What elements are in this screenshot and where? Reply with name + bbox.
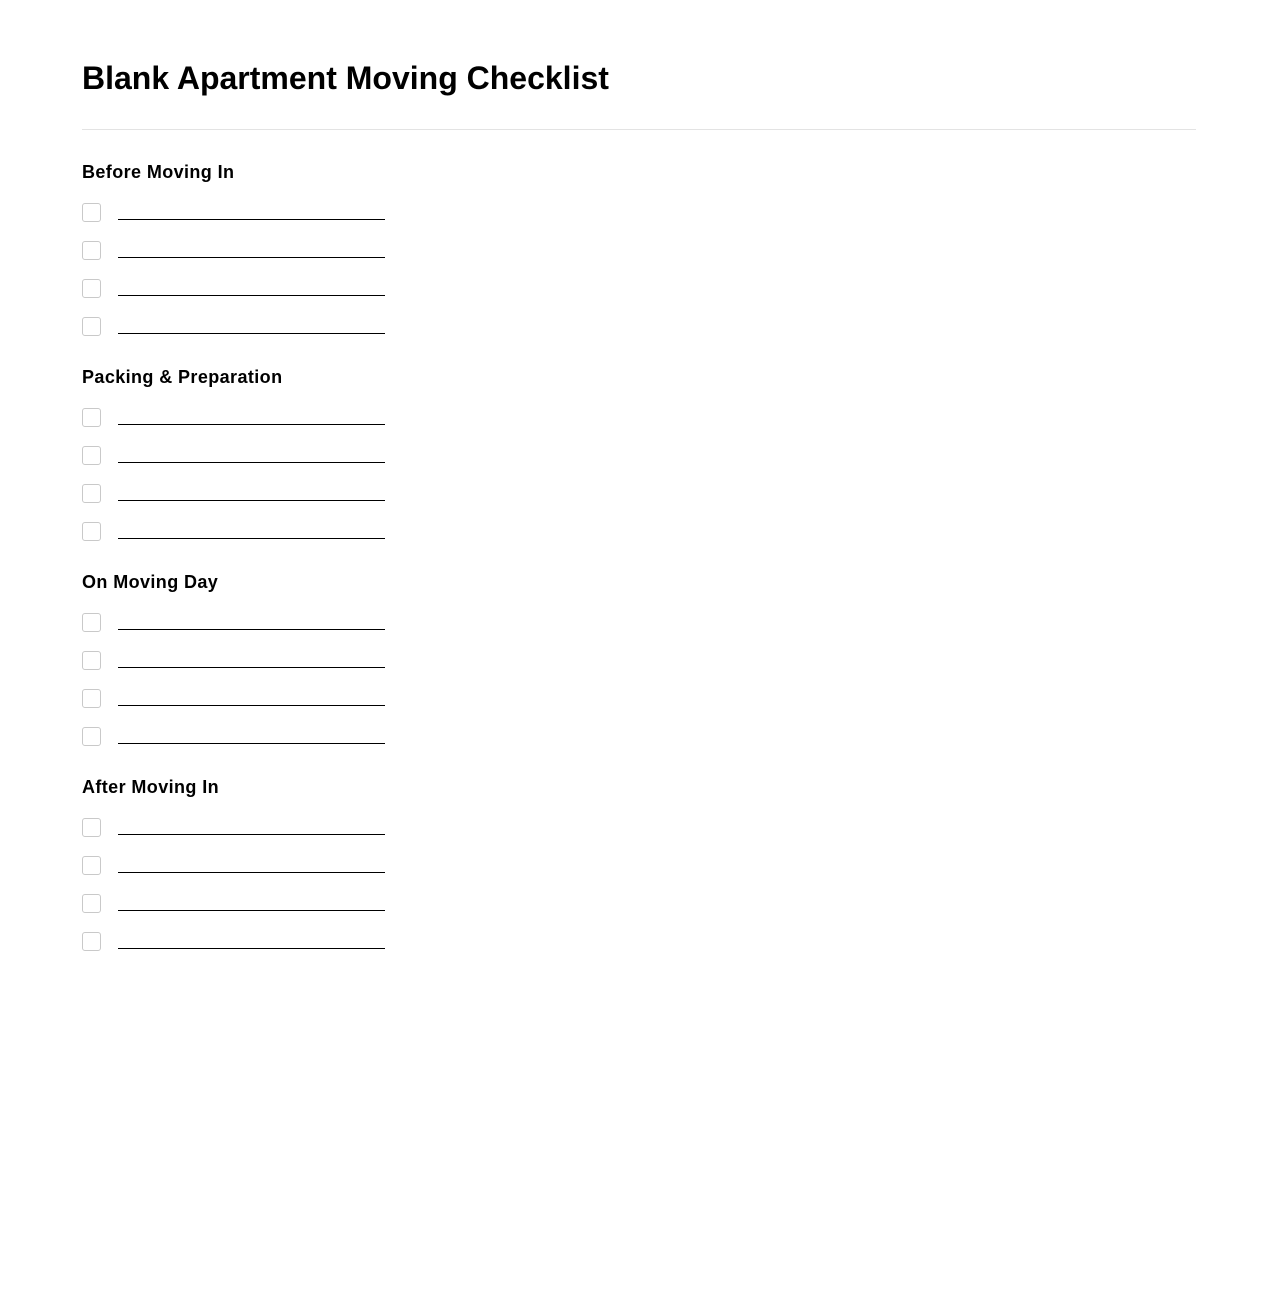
checkbox[interactable]: [82, 203, 101, 222]
checkbox[interactable]: [82, 484, 101, 503]
blank-line[interactable]: [118, 219, 385, 220]
blank-line[interactable]: [118, 538, 385, 539]
blank-line[interactable]: [118, 705, 385, 706]
checkbox[interactable]: [82, 932, 101, 951]
checklist-item: [82, 689, 482, 727]
section-on-moving-day: [82, 571, 482, 765]
checkbox[interactable]: [82, 317, 101, 336]
checklist-item: [82, 408, 482, 446]
checkbox[interactable]: [82, 408, 101, 427]
section-after-moving-in: [82, 776, 482, 970]
checklist-item: [82, 484, 482, 522]
checklist-item: [82, 317, 482, 355]
blank-line[interactable]: [118, 424, 385, 425]
blank-line[interactable]: [118, 872, 385, 873]
checklist-item: [82, 932, 482, 970]
checkbox[interactable]: [82, 689, 101, 708]
blank-line[interactable]: [118, 295, 385, 296]
checklist-item: [82, 651, 482, 689]
blank-line[interactable]: [118, 500, 385, 501]
section-packing-preparation: [82, 366, 482, 560]
section-before-moving-in: [82, 161, 482, 355]
checklist-item: [82, 856, 482, 894]
checkbox[interactable]: [82, 727, 101, 746]
checklist-item: [82, 727, 482, 765]
checkbox[interactable]: [82, 446, 101, 465]
checkbox[interactable]: [82, 279, 101, 298]
section-heading: On Moving Day: [82, 572, 219, 592]
checkbox[interactable]: [82, 651, 101, 670]
section-heading: After Moving In: [82, 777, 219, 797]
blank-line[interactable]: [118, 743, 385, 744]
blank-line[interactable]: [118, 667, 385, 668]
blank-line[interactable]: [118, 629, 385, 630]
section-heading: Packing & Preparation: [82, 367, 283, 387]
blank-line[interactable]: [118, 910, 385, 911]
title-divider: [82, 129, 1196, 130]
checklist-item: [82, 241, 482, 279]
blank-line[interactable]: [118, 462, 385, 463]
checkbox[interactable]: [82, 894, 101, 913]
checkbox[interactable]: [82, 613, 101, 632]
blank-line[interactable]: [118, 257, 385, 258]
page-title: Blank Apartment Moving Checklist: [82, 60, 609, 96]
checklist-item: [82, 203, 482, 241]
section-heading: Before Moving In: [82, 162, 235, 182]
checkbox[interactable]: [82, 522, 101, 541]
checklist-item: [82, 818, 482, 856]
checkbox[interactable]: [82, 241, 101, 260]
checkbox[interactable]: [82, 818, 101, 837]
checklist-item: [82, 279, 482, 317]
blank-line[interactable]: [118, 834, 385, 835]
checklist-item: [82, 894, 482, 932]
checklist-item: [82, 613, 482, 651]
blank-line[interactable]: [118, 948, 385, 949]
checklist-item: [82, 522, 482, 560]
checkbox[interactable]: [82, 856, 101, 875]
checklist-item: [82, 446, 482, 484]
blank-line[interactable]: [118, 333, 385, 334]
